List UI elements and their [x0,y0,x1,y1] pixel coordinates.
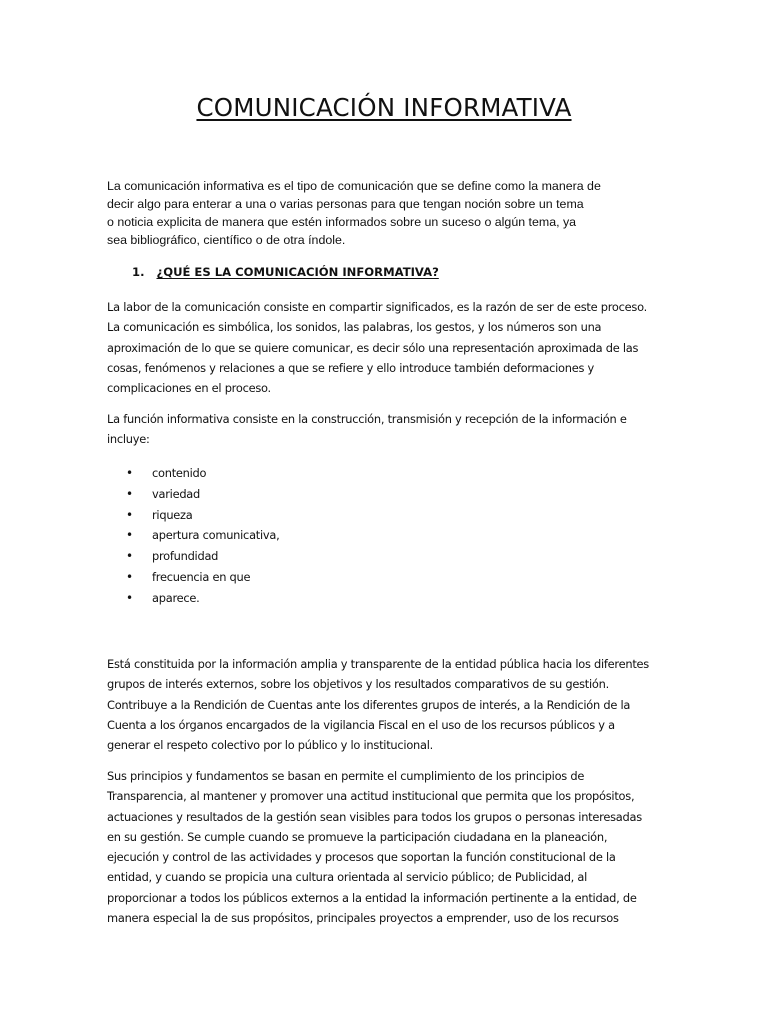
paragraph-line: La comunicación es simbólica, los sonidos, las palabras, los gestos, y los números son una [107,320,602,335]
list-item-label: aparece. [152,590,200,605]
paragraph-line: incluye: [107,432,150,447]
paragraph-principios [107,766,642,928]
paragraph-constituida [107,654,649,755]
list-item-label: variedad [152,486,201,501]
page-title: COMUNICACIÓN INFORMATIVA [196,93,572,122]
bullet-icon: • [126,466,133,480]
bullet-icon: • [126,569,133,584]
intro-line: sea bibliográfico, científico o de otra índole. [107,233,346,247]
list-item [126,588,280,609]
bullet-list [126,463,280,609]
list-item [126,525,280,546]
section-heading [132,265,439,279]
paragraph-line: La labor de la comunicación consiste en compartir significados, es la razón de ser de este proceso. [107,300,647,314]
paragraph-line: Está constituida por la información amplia y transparente de la entidad pública hacia los diferentes [107,657,649,671]
bullet-icon: • [126,486,133,501]
intro-line: o noticia explicita de manera que estén informados sobre un suceso o algún tema, ya [107,215,577,229]
paragraph-labor [107,297,647,398]
paragraph-line: Transparencia, al mantener y promover una actitud institucional que permita que los propósitos, [107,789,635,804]
paragraph-line: cosas, fenómenos y relaciones a que se refiere y ello introduce también deformaciones y [107,360,595,375]
paragraph-line: manera especial la de sus propósitos, principales proyectos a emprender, uso de los recursos [107,911,619,926]
list-item [126,546,280,567]
paragraph-line: entidad, y cuando se propicia una cultura orientada al servicio público; de Publicidad, al [107,870,588,885]
bullet-icon: • [126,590,133,605]
paragraph-funcion [107,409,627,450]
paragraph-line: grupos de interés externos, sobre los objetivos y los resultados comparativos de su gestión. [107,677,609,692]
paragraph-line: aproximación de lo que se quiere comunicar, es decir sólo una representación aproximada de las [107,340,639,355]
list-item-label: frecuencia en que [152,569,251,584]
paragraph-line: generar el respeto colectivo por lo público y lo institucional. [107,738,434,753]
list-item [126,484,280,505]
paragraph-line: Contribuye a la Rendición de Cuentas ante los diferentes grupos de interés, a la Rendición de la [107,697,631,712]
list-item-label: apertura comunicativa, [152,528,280,543]
paragraph-line: actuaciones y resultados de la gestión sean visibles para todos los grupos o personas interesadas [107,809,642,824]
paragraph-line: La función informativa consiste en la construcción, transmisión y recepción de la información e [107,412,627,426]
bullet-icon: • [126,549,133,564]
paragraph-line: Cuenta a los órganos encargados de la vigilancia Fiscal en el uso de los recursos públicos y a [107,717,615,732]
list-item-label: contenido [152,466,207,480]
list-item [126,567,280,588]
section-number: 1. [132,265,145,279]
intro-line: decir algo para enterar a una o varias personas para que tengan noción sobre un tema [107,197,584,211]
intro-paragraph [107,177,667,249]
section-heading-text: ¿QUÉ ES LA COMUNICACIÓN INFORMATIVA? [156,265,439,279]
list-item-label: profundidad [152,549,219,564]
paragraph-line: ejecución y control de las actividades y procesos que soportan la función constitucional de la [107,850,616,865]
bullet-icon: • [126,507,133,522]
paragraph-line: en su gestión. Se cumple cuando se promueve la participación ciudadana en la planeación, [107,829,608,844]
list-item [126,505,280,526]
paragraph-line: complicaciones en el proceso. [107,381,271,396]
paragraph-line: proporcionar a todos los públicos externos a la entidad la información pertinente a la entidad, de [107,890,637,905]
list-item [126,463,280,484]
list-item-label: riqueza [152,507,193,522]
bullet-icon: • [126,528,133,543]
intro-line: La comunicación informativa es el tipo de comunicación que se define como la manera de [107,179,601,193]
paragraph-line: Sus principios y fundamentos se basan en permite el cumplimiento de los principios de [107,769,585,783]
